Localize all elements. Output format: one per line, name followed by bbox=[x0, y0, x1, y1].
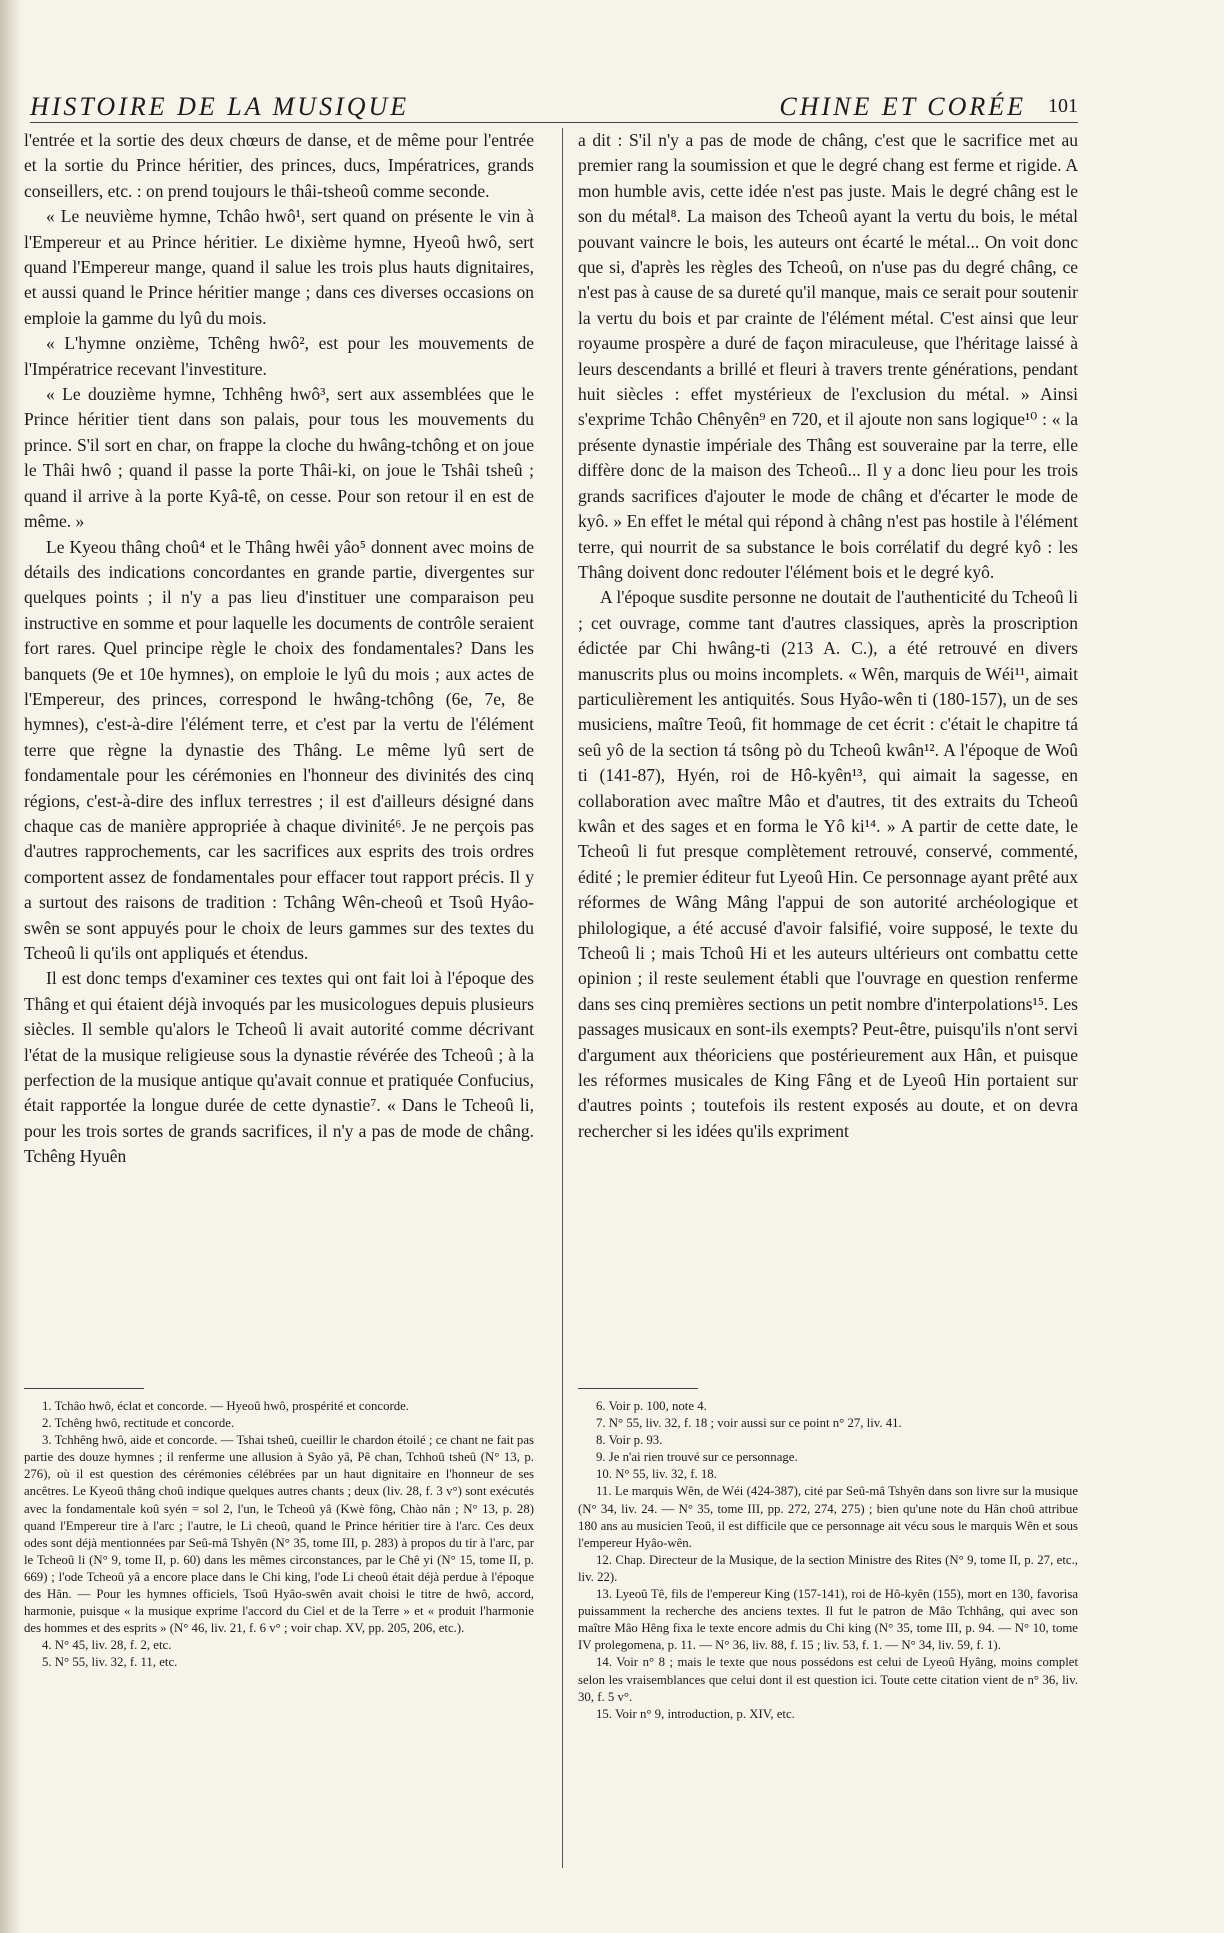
footnote: 12. Chap. Directeur de la Musique, de la section Ministre des Rites (N° 9, tome II, p. 27, etc., liv. 22). bbox=[578, 1552, 1078, 1584]
footnote: 2. Tchêng hwô, rectitude et concorde. bbox=[42, 1416, 235, 1431]
footnote: 3. Tchhêng hwô, aide et concorde. — Tshai tsheû, cueillir le chardon étoilé ; ce chant ne fait pas partie des douze hymnes ; il renferme une allusion à Syâo yâ, Pê chan, Tchhoû tsheû (N° 13, p. 276), où il est question des cérémonies célébrées par un haut dignitaire en l'honneur de ses ancêtres. Le Kyeoû thâng choû indique quelques autres chants ; deux (liv. 28, f. 3 v°) sont exécutés avec la fondamentale koû syén = sol 2, l'un, le Tcheoû yâ (Kwè fông, Chào nân ; N° 13, p. 28) quand l'Empereur tire à l'arc ; l'autre, le Li cheoû, quand le Prince héritier tire à l'arc. Ces deux odes sont déjà mentionnées par Seû-mâ Tshyên (N° 35, tome III, p. 283) à propos du tir à l'arc, par le Tcheoû li (N° 9, tome II, p. 60) dans les mêmes circonstances, par le Chê yi (N° 15, tome II, p. 669) ; l'ode Tcheoû yâ a encore place dans le Chi king, l'ode Li cheoû était déjà perdue à l'époque des Hân. — Pour les hymnes officiels, Tsoû Hyâo-swên avait choisi le titre de hwô, accord, harmonie, puisque « la musique exprime l'accord du Ciel et de la Terre » et « produit l'harmonie des hommes et des esprits » (N° 46, liv. 21, f. 6 v° ; voir chap. XV, pp. 205, 206, etc.). bbox=[24, 1433, 534, 1636]
header-left-title: HISTOIRE DE LA MUSIQUE bbox=[30, 92, 410, 121]
left-footnotes bbox=[24, 1398, 534, 1672]
page-binding-shadow bbox=[0, 0, 22, 1933]
right-footnotes bbox=[578, 1398, 1078, 1723]
left-column bbox=[24, 128, 534, 1170]
footnote-rule bbox=[24, 1388, 144, 1389]
footnote: 9. Je n'ai rien trouvé sur ce personnage. bbox=[596, 1450, 798, 1465]
footnote: 1. Tchâo hwô, éclat et concorde. — Hyeoû hwô, prospérité et concorde. bbox=[42, 1399, 410, 1413]
paragraph: A l'époque susdite personne ne doutait de l'authenticité du Tcheoû li ; cet ouvrage, comme tant d'autres classiques, après la proscription édictée par Chi hwâng-ti (213 A. C.), a été retrouvé en divers manuscrits plus ou moins incomplets. « Wên, marquis de Wéi¹¹, aimait particulièrement les antiquités. Sous Hyâo-wên ti (180-157), un de ses musiciens, maître Teoû, fit hommage de cet écrit : c'était le chapitre tá seû yô de la section tá tsông pò du Tcheoû kwân¹². A l'époque de Woû ti (141-87), Hyén, roi de Hô-kyên¹³, qui aimait la sagesse, en collaboration avec maître Mâo et d'autres, tit des extraits du Tcheoû kwân et des sages et en forma le Yô ki¹⁴. » A partir de cette date, le Tcheoû li fut presque complètement retrouvé, conservé, commenté, édité ; le premier éditeur fut Lyeoû Hin. Ce personnage ayant prêté aux réformes de Wâng Mâng l'appui de son autorité archéologique et philologique, a été accusé d'avoir falsifié, voire supposé, le texte du Tcheoû li ; mais Tchoû Hi et les auteurs ultérieurs ont combattu cette opinion ; il reste seulement établi que l'ouvrage en question renferme dans ses cinq premières sections un petit nombre d'interpolations¹⁵. Les passages musicaux en sont-ils exempts? Peut-être, puisqu'ils n'ont servi d'argument aux théoriciens que postérieurement aux Hân, et puisque les réformes musicales de King Fâng et de Lyeoû Hin portaient sur d'autres points ; toutefois ils restent exposés au doute, et on devra rechercher si les idées qu'ils expriment bbox=[578, 587, 1078, 1141]
footnote: 4. N° 45, liv. 28, f. 2, etc. bbox=[42, 1638, 172, 1653]
paragraph: a dit : S'il n'y a pas de mode de châng, c'est que le sacrifice met au premier rang la soumission et que le degré chang est ferme et rigide. A mon humble avis, cette idée n'est pas juste. Mais le degré châng est le son du métal⁸. La maison des Tcheoû ayant la vertu du bois, le métal pouvant vaincre le bois, les auteurs ont écarté le métal... On voit donc que si, d'après les règles des Tcheoû, on n'use pas du degré châng, ce n'est pas à cause de sa dureté qu'il manque, mais ce serait pour soutenir la vertu du bois et par crainte de l'élément métal. C'est ainsi que leur royaume prospère a duré de façon miraculeuse, que l'héritage laissé à leurs descendants a brillé et fleuri à travers trente générations, pendant huit siècles : effet mystérieux de l'exclusion du métal. » Ainsi s'exprime Tchâo Chênyên⁹ en 720, et il ajoute non sans logique¹⁰ : « la présente dynastie impériale des Thâng est souveraine par la terre, elle diffère donc de la maison des Tcheoû... Il y a donc lieu pour les trois grands sacrifices d'ajouter le mode de châng et d'écarter le mode de kyô. » En effet le métal qui répond à châng n'est pas hostile à l'élément terre, qui nourrit de sa substance le bois corrélatif du degré kyô : les Thâng doivent donc redouter l'élément bois et le degré kyô. bbox=[578, 130, 1078, 582]
paragraph: « Le neuvième hymne, Tchâo hwô¹, sert quand on présente le vin à l'Empereur et au Prince héritier. Le dixième hymne, Hyeoû hwô, sert quand l'Empereur mange, quand il salue les trois plus hauts dignitaires, et aussi quand le Prince héritier mange ; dans ces diverses occasions on emploie la gamme du lyû du mois. bbox=[24, 206, 534, 328]
paragraph: l'entrée et la sortie des deux chœurs de danse, et de même pour l'entrée et la sortie du Prince héritier, des princes, ducs, Impératrices, grands conseillers, etc. : on prend toujours le thâi-tsheoû comme seconde. bbox=[24, 130, 534, 201]
right-column bbox=[578, 128, 1078, 1144]
footnote-rule bbox=[578, 1388, 698, 1389]
footnote: 5. N° 55, liv. 32, f. 11, etc. bbox=[42, 1655, 178, 1670]
page-number: 101 bbox=[1048, 95, 1078, 117]
footnote: 11. Le marquis Wên, de Wéi (424-387), cité par Seû-mâ Tshyên dans son livre sur la musique (N° 34, liv. 24. — N° 35, tome III, pp. 272, 274, 275) ; bien qu'une note du Hân choû attribue 180 ans au musicien Teoû, il est difficile que ce personnage ait vécu sous le marquis Wên et sous l'empereur Hyâo-wên. bbox=[578, 1484, 1078, 1550]
paragraph: « L'hymne onzième, Tchêng hwô², est pour les mouvements de l'Impératrice recevant l'investiture. bbox=[24, 333, 534, 379]
running-header bbox=[30, 92, 1078, 123]
header-right-title: CHINE ET CORÉE bbox=[779, 92, 1026, 121]
paragraph: Il est donc temps d'examiner ces textes qui ont fait loi à l'époque des Thâng et qui étaient déjà invoqués par les musicologues depuis plusieurs siècles. Il semble qu'alors le Tcheoû li avait autorité comme décrivant l'état de la musique religieuse sous la dynastie révérée des Tcheoû ; à la perfection de la musique antique qu'avait connue et pratiquée Confucius, était rapportée la longue durée de cette dynastie⁷. « Dans le Tcheoû li, pour les trois sortes de grands sacrifices, il n'y a pas de mode de châng. Tchêng Hyuên bbox=[24, 968, 534, 1167]
footnote: 13. Lyeoû Tê, fils de l'empereur King (157-141), roi de Hô-kyên (155), mort en 130, favorisa puissamment la recherche des anciens textes. Il fut le patron de Mâo Tchhâng, qui avec son maître Mâo Hêng fixa le texte encore admis du Chi king (N° 35, tome III, p. 94. — N° 10, tome IV prolegomena, p. 11. — N° 36, liv. 88, f. 15 ; liv. 53, f. 1. — N° 34, liv. 59, f. 1). bbox=[578, 1587, 1078, 1653]
paragraph: Le Kyeou thâng choû⁴ et le Thâng hwêi yâo⁵ donnent avec moins de détails des indications concordantes en grande partie, divergentes sur quelques points ; il n'y a pas lieu d'instituer une comparaison peu instructive en somme et pour laquelle les documents de contrôle seraient fort rares. Quel principe règle le choix des fondamentales? Dans les banquets (9e et 10e hymnes), on emploie le lyû du mois ; aux actes de l'Empereur, des princes, correspond le hwâng-tchông (6e, 7e, 8e hymnes), c'est-à-dire l'élément terre, et c'est par la vertu de l'élément terre que règne la dynastie des Thâng. Le même lyû sert de fondamentale pour les cérémonies en l'honneur des divinités des cinq régions, c'est-à-dire des influx terrestres ; il est d'ailleurs désigné dans chaque cas de manière appropriée à chaque divinité⁶. Je ne perçois pas d'autres rapprochements, car les sacrifices aux esprits des trois ordres comportent assez de fondamentales pour effacer tout rapport précis. Il y a surtout des raisons de tradition : Tchâng Wên-cheoû et Tsoû Hyâo-swên se sont appuyés pour le choix de leurs gammes sur des textes du Tcheoû li qu'ils ont appliqués et étendus. bbox=[24, 536, 534, 963]
footnote: 10. N° 55, liv. 32, f. 18. bbox=[596, 1467, 717, 1482]
paragraph: « Le douzième hymne, Tchhêng hwô³, sert aux assemblées que le Prince héritier tient dans son palais, pour tous les mouvements du prince. S'il sort en char, on frappe la cloche du hwâng-tchông et on joue le Thâi hwô ; quand il passe la porte Thâi-ki, on joue le Tshâi tsheû ; quand il arrive à la porte Kyâ-tê, on cesse. Pour son retour il en est de même. » bbox=[24, 384, 534, 532]
footnote: 8. Voir p. 93. bbox=[596, 1433, 663, 1448]
footnote: 6. Voir p. 100, note 4. bbox=[596, 1399, 707, 1413]
footnote: 7. N° 55, liv. 32, f. 18 ; voir aussi sur ce point n° 27, liv. 41. bbox=[596, 1416, 902, 1431]
footnote: 14. Voir n° 8 ; mais le texte que nous possédons est celui de Lyeoû Hyâng, moins complet selon les vraisemblances que celui dont il est question ici. Toute cette citation vient de n° 36, liv. 30, f. 5 v°. bbox=[578, 1655, 1078, 1704]
footnote: 15. Voir n° 9, introduction, p. XIV, etc. bbox=[596, 1706, 795, 1721]
column-divider bbox=[562, 128, 563, 1868]
